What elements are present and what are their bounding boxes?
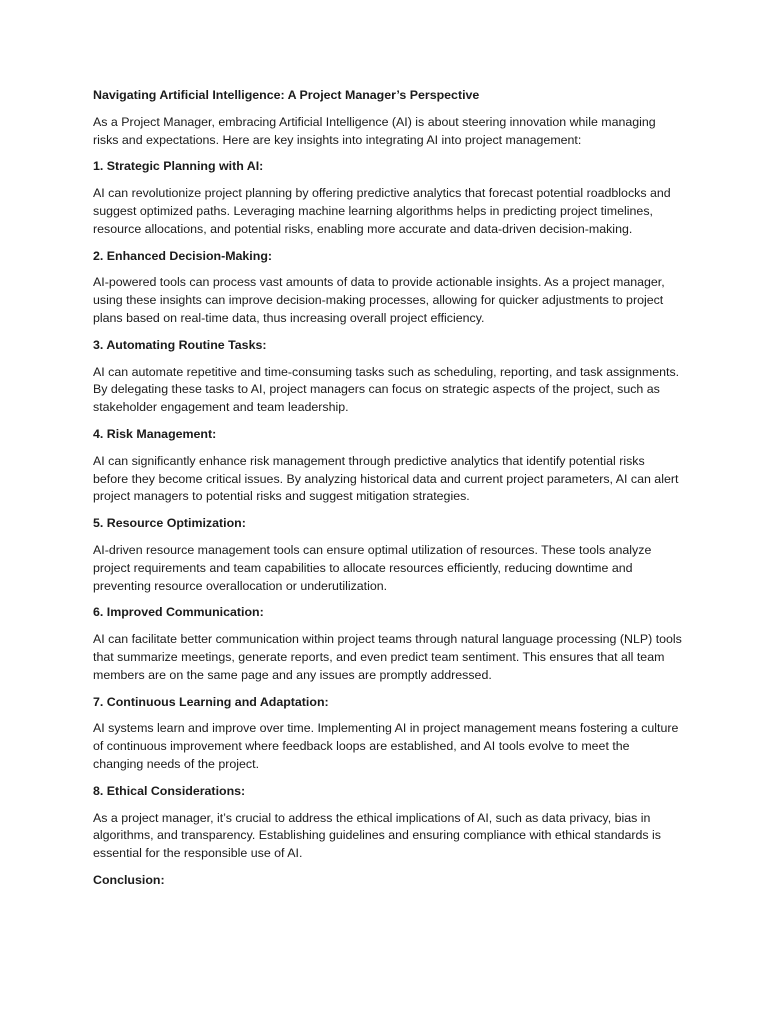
section-body-risk-management: AI can significantly enhance risk management through predictive analytics that identify potential risks before they become critical issues. By analyzing historical data and current project parameters, AI can alert project managers to potential risks and suggest mitigation strategies. xyxy=(93,453,679,504)
section-body-automating-tasks: AI can automate repetitive and time-consuming tasks such as scheduling, reporting, and task assignments. By delegating these tasks to AI, project managers can focus on strategic aspects of the project, such as stakeholder engagement and team leadership. xyxy=(93,364,680,415)
conclusion-heading: Conclusion: xyxy=(93,872,165,887)
section-body-resource-optimization: AI-driven resource management tools can ensure optimal utilization of resources. These tools analyze project requirements and team capabilities to allocate resources efficiently, reducing downtime and preventing resource overallocation or underutilization. xyxy=(93,542,652,593)
document-content xyxy=(93,87,683,890)
section-heading-continuous-learning: 7. Continuous Learning and Adaptation: xyxy=(93,694,329,709)
intro-paragraph: As a Project Manager, embracing Artificial Intelligence (AI) is about steering innovation while managing risks and expectations. Here are key insights into integrating AI into project management: xyxy=(93,114,656,147)
section-heading-ethical-considerations: 8. Ethical Considerations: xyxy=(93,783,246,798)
section-heading-resource-optimization: 5. Resource Optimization: xyxy=(93,516,246,531)
section-heading-communication: 6. Improved Communication: xyxy=(93,605,264,620)
section-body-strategic-planning: AI can revolutionize project planning by offering predictive analytics that forecast potential roadblocks and suggest optimized paths. Leveraging machine learning algorithms helps in predicting project timelines, resource allocations, and potential risks, enabling more accurate and data-driven decision-making. xyxy=(93,186,671,236)
section-heading-decision-making: 2. Enhanced Decision-Making: xyxy=(93,248,273,263)
document-title: Navigating Artificial Intelligence: A Project Manager’s Perspective xyxy=(93,88,480,102)
section-heading-strategic-planning: 1. Strategic Planning with AI: xyxy=(93,159,264,174)
section-body-communication: AI can facilitate better communication within project teams through natural language processing (NLP) tools that summarize meetings, generate reports, and even predict team sentiment. This ensures that all team members are on the same page and any issues are promptly addressed. xyxy=(93,632,682,682)
section-heading-automating-tasks: 3. Automating Routine Tasks: xyxy=(93,337,267,352)
section-body-ethical-considerations: As a project manager, it’s crucial to address the ethical implications of AI, such as data privacy, bias in algorithms, and transparency. Establishing guidelines and ensuring compliance with ethical standards is essential for the responsible use of AI. xyxy=(93,810,661,861)
section-heading-risk-management: 4. Risk Management: xyxy=(93,426,217,441)
section-body-decision-making: AI-powered tools can process vast amounts of data to provide actionable insights. As a project manager, using these insights can improve decision-making processes, allowing for quicker adjustments to project plans based on real-time data, thus increasing overall project efficiency. xyxy=(93,275,665,325)
section-body-continuous-learning: AI systems learn and improve over time. Implementing AI in project management means fostering a culture of continuous improvement where feedback loops are established, and AI tools evolve to meet the changing needs of the project. xyxy=(93,721,679,771)
